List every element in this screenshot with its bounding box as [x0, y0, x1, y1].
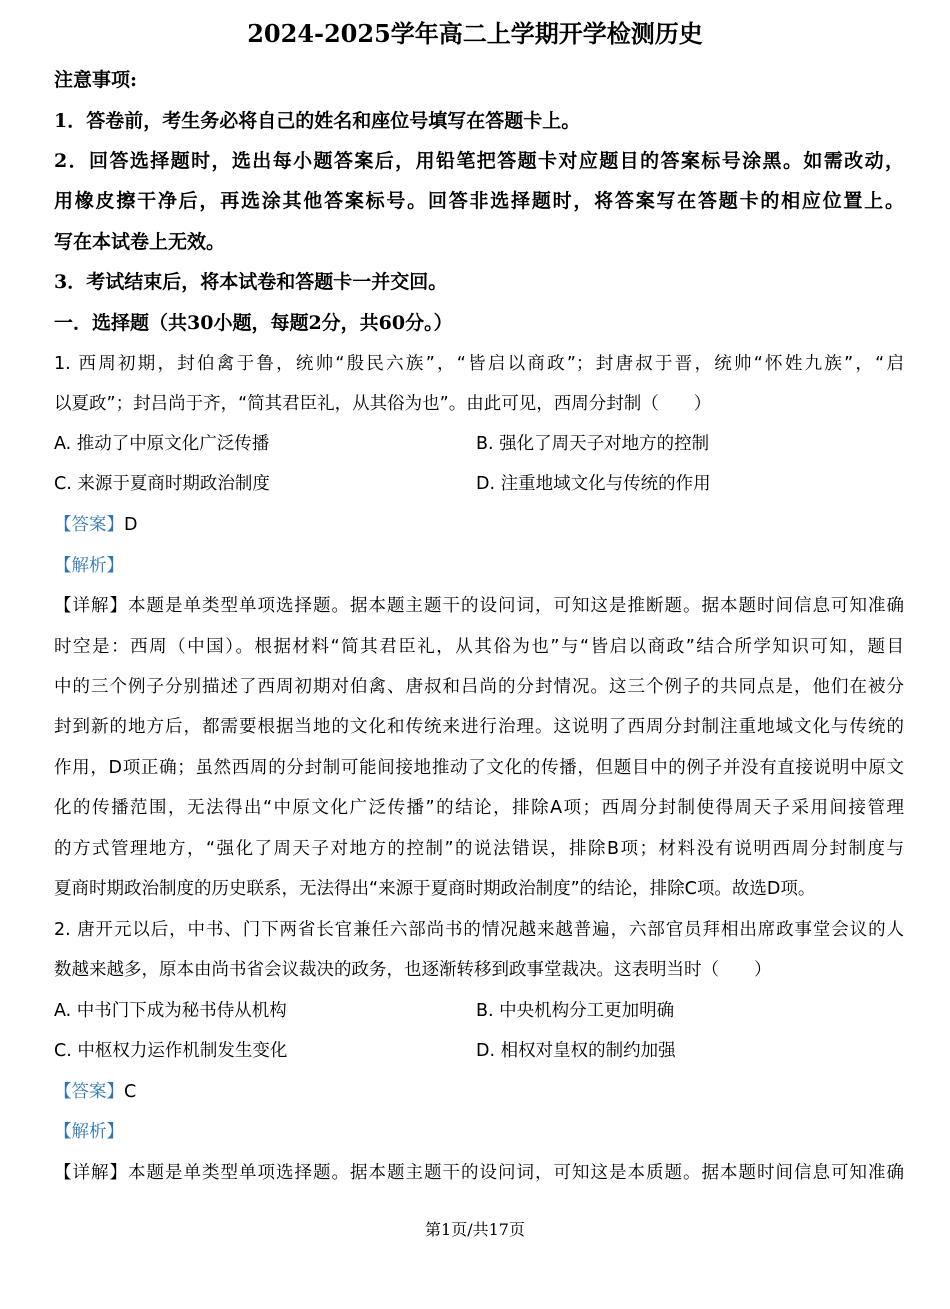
q1-detail-line-5: 作用，D项正确；虽然西周的分封制可能间接地推动了文化的传播，但题目中的例子并没有直接说明中原文 — [54, 758, 904, 778]
q1-detail-line-7: 的方式管理地方，“强化了周天子对地方的控制”的说法错误，排除B项；材料没有说明西周分封制度与 — [54, 839, 904, 859]
q2-answer-value: C — [124, 1082, 137, 1102]
q2-option-a: A. 中书门下成为秘书侍从机构 — [54, 1001, 287, 1021]
q1-answer-line — [54, 505, 904, 545]
q1-option-a: A. 推动了中原文化广泛传播 — [54, 434, 270, 454]
q1-detail-line-6: 化的传播范围，无法得出“中原文化广泛传播”的结论，排除A项；西周分封制使得周天子采用间接管理 — [54, 798, 904, 818]
q2-detail-line-1 — [54, 1153, 904, 1193]
q1-detail-line-1 — [54, 586, 904, 626]
q2-analysis-tag: 【解析】 — [54, 1122, 124, 1142]
notice-item-2-cont: 用橡皮擦干净后，再选涂其他答案标号。回答非选择题时，将答案写在答题卡的相应位置上。 — [54, 190, 904, 212]
q2-detail-text-1: 本题是单类型单项选择题。据本题主题干的设问词，可知这是本质题。据本题时间信息可知准确 — [128, 1163, 904, 1183]
notice-item-2: 2．回答选择题时，选出每小题答案后，用铅笔把答题卡对应题目的答案标号涂黑。如需改动， — [54, 150, 904, 172]
q2-option-c: C. 中枢权力运作机制发生变化 — [54, 1041, 288, 1061]
q1-option-d: D. 注重地域文化与传统的作用 — [476, 474, 711, 494]
q1-detail-line-3: 中的三个例子分别描述了西周初期对伯禽、唐叔和吕尚的分封情况。这三个例子的共同点是，他们在被分 — [54, 677, 904, 697]
q1-option-b: B. 强化了周天子对地方的控制 — [476, 434, 710, 454]
notice-heading: 注意事项: — [54, 69, 138, 91]
q1-detail-line-2: 时空是：西周（中国）。根据材料“简其君臣礼，从其俗为也”与“皆启以商政”结合所学知识可知，题目 — [54, 637, 904, 657]
q1-analysis-tag: 【解析】 — [54, 556, 124, 576]
q2-answer-line — [54, 1072, 904, 1112]
q1-answer-tag: 【答案】 — [54, 515, 124, 535]
notice-item-3: 3．考试结束后，将本试卷和答题卡一并交回。 — [54, 271, 448, 293]
q1-detail-tag: 【详解】 — [54, 596, 128, 616]
page-footer: 第1页/共17页 — [425, 1220, 525, 1239]
q2-option-b: B. 中央机构分工更加明确 — [476, 1001, 675, 1021]
q1-option-c: C. 来源于夏商时期政治制度 — [54, 474, 270, 494]
q2-answer-tag: 【答案】 — [54, 1082, 124, 1102]
q1-detail-line-4: 封到新的地方后，都需要根据当地的文化和传统来进行治理。这说明了西周分封制注重地域文化与传统的 — [54, 717, 904, 737]
notice-item-2-end: 写在本试卷上无效。 — [54, 231, 226, 253]
q2-detail-tag: 【详解】 — [54, 1163, 128, 1183]
page-title: 2024-2025学年高二上学期开学检测历史 — [247, 19, 703, 48]
q1-answer-value: D — [124, 515, 138, 535]
q2-option-d: D. 相权对皇权的制约加强 — [476, 1041, 676, 1061]
section-heading: 一．选择题（共30小题，每题2分，共60分。） — [54, 312, 453, 334]
q1-detail-text-1: 本题是单类型单项选择题。据本题主题干的设问词，可知这是推断题。据本题时间信息可知准确 — [128, 596, 904, 616]
q2-stem-line-1: 2. 唐开元以后，中书、门下两省长官兼任六部尚书的情况越来越普遍，六部官员拜相出席政事堂会议的人 — [54, 920, 904, 940]
notice-item-1: 1．答卷前，考生务必将自己的姓名和座位号填写在答题卡上。 — [54, 110, 581, 132]
q1-stem-line-2: 以夏政”；封吕尚于齐，“简其君臣礼，从其俗为也”。由此可见，西周分封制（ ） — [54, 394, 712, 414]
q2-stem-line-2: 数越来越多，原本由尚书省会议裁决的政务，也逐渐转移到政事堂裁决。这表明当时（ ） — [54, 960, 772, 980]
q1-stem-line-1: 1. 西周初期，封伯禽于鲁，统帅“殷民六族”，“皆启以商政”；封唐叔于晋，统帅“怀姓九族”，“启 — [54, 354, 904, 374]
q1-detail-line-8: 夏商时期政治制度的历史联系，无法得出“来源于夏商时期政治制度”的结论，排除C项。故选D项。 — [54, 879, 816, 899]
